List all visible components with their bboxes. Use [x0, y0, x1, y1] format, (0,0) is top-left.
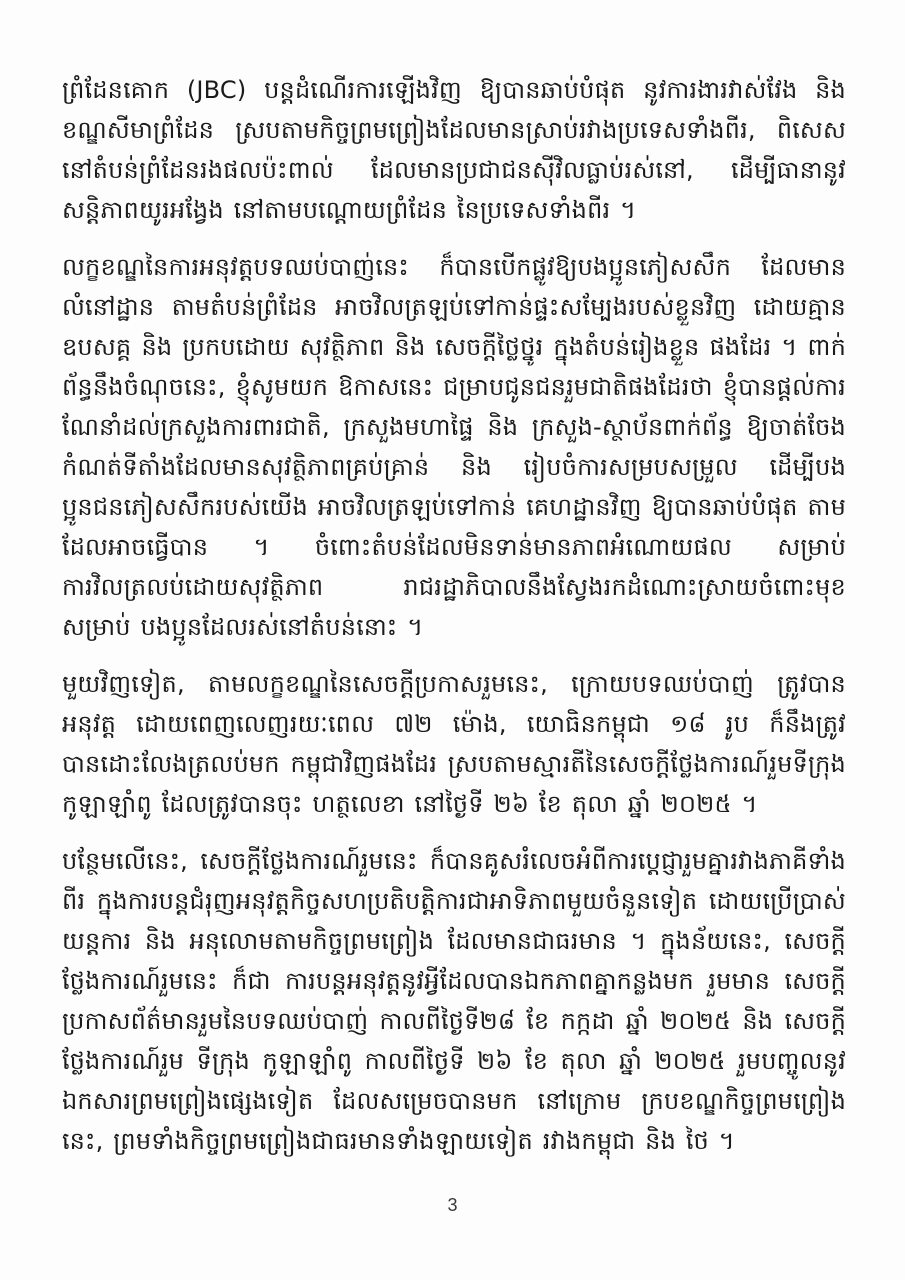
paragraph: មួយវិញទៀត, តាមលក្ខខណ្ឌនៃសេចក្តីប្រកាសរួមនេះ, ក្រោយបទឈប់បាញ់ ត្រូវបានអនុវត្ត ដោយពេញលេញរយៈពេល ៧២ ម៉ោង, យោធិនកម្ពុជា ១៨ រូប ក៏នឹងត្រូវបានដោះលែងត្រលប់មក កម្ពុជាវិញផងដែរ ស្របតាមស្មារតីនៃសេចក្តីថ្លែងការណ៍រួមទីក្រុង កូឡាឡាំពូ ដែលត្រូវបានចុះ ហត្ថលេខា នៅថ្ងៃទី ២៦ ខែ តុលា ឆ្នាំ ២០២៥ ។: [62, 670, 846, 818]
page-body-text: [62, 70, 846, 1178]
page-number: 3: [447, 1195, 458, 1215]
paragraph: ព្រំដែនគោក (JBC) បន្តដំណើរការឡើងវិញ ឱ្យបានឆាប់បំផុត នូវការងារវាស់វែង និង ខណ្ឌសីមាព្រំដែន ស្របតាមកិច្ចព្រមព្រៀងដែលមានស្រាប់រវាងប្រទេសទាំងពីរ, ពិសេស នៅតំបន់ព្រំដែនរងផលប៉ះពាល់ ដែលមានប្រជាជនស៊ីវិលធ្លាប់រស់នៅ, ដើម្បីធានានូវសន្តិភាពយូរអង្វែង នៅតាមបណ្តោយព្រំដែន នៃប្រទេសទាំងពីរ ។: [62, 76, 846, 224]
paragraph: លក្ខខណ្ឌនៃការអនុវត្តបទឈប់បាញ់នេះ ក៏បានបើកផ្លូវឱ្យបងប្អូនភៀសសឹក ដែលមានលំនៅដ្ឋាន តាមតំបន់ព្រំដែន អាចវិលត្រឡប់ទៅកាន់ផ្ទះសម្បែងរបស់ខ្លួនវិញ ដោយគ្មានឧបសគ្គ និង ប្រកបដោយ សុវត្ថិភាព និង សេចក្តីថ្លៃថ្នូរ ក្នុងតំបន់រៀងខ្លួន ផងដែរ ។ ពាក់ព័ន្ធនឹងចំណុចនេះ, ខ្ញុំសូមយក ឱកាសនេះ ជម្រាបជូនជនរួមជាតិផងដែរថា ខ្ញុំបានផ្តល់ការណែនាំដល់ក្រសួងការពារជាតិ, ក្រសួងមហាផ្ទៃ និង ក្រសួង-ស្ថាប័នពាក់ព័ន្ធ ឱ្យចាត់ចែងកំណត់ទីតាំងដែលមានសុវត្ថិភាពគ្រប់គ្រាន់ និង រៀបចំការសម្របសម្រួល ដើម្បីបងប្អូនជនភៀសសឹករបស់យើង អាចវិលត្រឡប់ទៅកាន់ គេហដ្ឋានវិញ ឱ្យបានឆាប់បំផុត តាមដែលអាចធ្វើបាន ។ ចំពោះតំបន់ដែលមិនទាន់មានភាពអំណោយផល សម្រាប់ការវិលត្រលប់ដោយសុវត្ថិភាព រាជរដ្ឋាភិបាលនឹងស្វែងរកដំណោះស្រាយចំពោះមុខ សម្រាប់ បងប្អូនដែលរស់នៅតំបន់នោះ ។: [62, 253, 846, 641]
page-footer: [0, 1193, 905, 1217]
paragraph: បន្ថែមលើនេះ, សេចក្តីថ្លែងការណ៍រួមនេះ ក៏បានគូសរំលេចអំពីការប្តេជ្ញារួមគ្នារវាងភាគីទាំងពីរ ក្នុងការបន្តជំរុញអនុវត្តកិច្ចសហប្រតិបត្តិការជាអាទិភាពមួយចំនួនទៀត ដោយប្រើប្រាស់យន្តការ និង អនុលោមតាមកិច្ចព្រមព្រៀង ដែលមានជាធរមាន ។ ក្នុងន័យនេះ, សេចក្តីថ្លែងការណ៍រួមនេះ ក៏ជា ការបន្តអនុវត្តនូវអ្វីដែលបានឯកភាពគ្នាកន្លងមក រួមមាន សេចក្តីប្រកាសព័ត៌មានរួមនៃបទឈប់បាញ់ កាលពីថ្ងៃទី២៨ ខែ កក្កដា ឆ្នាំ ២០២៥ និង សេចក្តីថ្លែងការណ៍រួម ទីក្រុង កូឡាឡាំពូ កាលពីថ្ងៃទី ២៦ ខែ តុលា ឆ្នាំ ២០២៥ រួមបញ្ចូលនូវឯកសារព្រមព្រៀងផ្សេងទៀត ដែលសម្រេចបានមក នៅក្រោម ក្របខណ្ឌកិច្ចព្រមព្រៀងនេះ, ព្រមទាំងកិច្ចព្រមព្រៀងជាធរមានទាំងឡាយទៀត រវាងកម្ពុជា និង ថៃ ។: [62, 847, 846, 1155]
